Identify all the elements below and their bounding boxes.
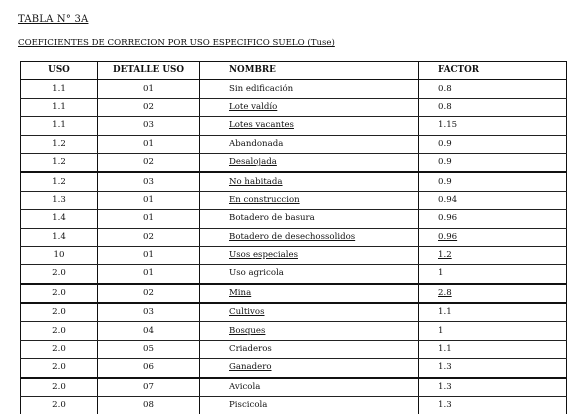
- cell-detalle: 07: [98, 378, 200, 397]
- cell-detalle: 01: [98, 265, 200, 284]
- cell-nombre: Piscicola: [200, 397, 419, 415]
- cell-factor: 1.3: [419, 378, 567, 397]
- table-row: [21, 265, 567, 284]
- cell-nombre: Abandonada: [200, 135, 419, 153]
- table-row: [21, 303, 567, 322]
- cell-detalle: 02: [98, 284, 200, 303]
- cell-uso: 2.0: [21, 397, 98, 415]
- cell-nombre: Avicola: [200, 378, 419, 397]
- cell-factor: 1.15: [419, 117, 567, 135]
- table-row: [21, 228, 567, 246]
- cell-nombre: Usos especiales: [200, 246, 419, 264]
- cell-uso: 2.0: [21, 303, 98, 322]
- cell-nombre: Mina: [200, 284, 419, 303]
- cell-factor: 1.1: [419, 303, 567, 322]
- table-row: [21, 153, 567, 172]
- table-row: [21, 322, 567, 340]
- cell-detalle: 01: [98, 80, 200, 98]
- cell-factor: 0.9: [419, 153, 567, 172]
- table-header: [21, 62, 567, 80]
- cell-factor: 1.1: [419, 340, 567, 358]
- cell-uso: 2.0: [21, 359, 98, 378]
- cell-factor: 0.8: [419, 98, 567, 116]
- cell-factor: 0.96: [419, 210, 567, 228]
- cell-nombre: Cultivos: [200, 303, 419, 322]
- table-row: [21, 284, 567, 303]
- cell-nombre: Sin edificación: [200, 80, 419, 98]
- cell-nombre: Uso agricola: [200, 265, 419, 284]
- table-subtitle: COEFICIENTES DE CORRECION POR USO ESPECIFICO SUELO (Tuse): [18, 38, 335, 48]
- cell-uso: 2.0: [21, 284, 98, 303]
- cell-uso: 2.0: [21, 378, 98, 397]
- table-row: [21, 117, 567, 135]
- cell-detalle: 05: [98, 340, 200, 358]
- cell-factor: 0.9: [419, 135, 567, 153]
- table-row: [21, 172, 567, 191]
- correction-factor-table: [20, 61, 567, 414]
- cell-uso: 1.2: [21, 153, 98, 172]
- cell-factor: 1: [419, 265, 567, 284]
- cell-uso: 2.0: [21, 340, 98, 358]
- cell-factor: 1.3: [419, 397, 567, 415]
- cell-detalle: 01: [98, 191, 200, 209]
- cell-uso: 10: [21, 246, 98, 264]
- cell-detalle: 02: [98, 153, 200, 172]
- cell-detalle: 03: [98, 172, 200, 191]
- cell-nombre: No habitada: [200, 172, 419, 191]
- cell-nombre: Criaderos: [200, 340, 419, 358]
- cell-uso: 1.4: [21, 228, 98, 246]
- cell-nombre: Botadero de basura: [200, 210, 419, 228]
- header-row: [21, 62, 567, 80]
- cell-nombre: Bosques: [200, 322, 419, 340]
- table-body: [21, 80, 567, 415]
- cell-uso: 1.1: [21, 117, 98, 135]
- cell-uso: 2.0: [21, 322, 98, 340]
- cell-nombre: Desalojada: [200, 153, 419, 172]
- header-nombre: NOMBRE: [200, 62, 419, 80]
- table-row: [21, 80, 567, 98]
- cell-detalle: 06: [98, 359, 200, 378]
- table-row: [21, 359, 567, 378]
- cell-detalle: 03: [98, 303, 200, 322]
- cell-factor: 1.2: [419, 246, 567, 264]
- table-row: [21, 397, 567, 415]
- cell-detalle: 04: [98, 322, 200, 340]
- cell-uso: 1.2: [21, 135, 98, 153]
- cell-nombre: Lotes vacantes: [200, 117, 419, 135]
- cell-factor: 1.3: [419, 359, 567, 378]
- cell-nombre: Botadero de desechossolidos: [200, 228, 419, 246]
- cell-uso: 1.1: [21, 98, 98, 116]
- cell-factor: 0.96: [419, 228, 567, 246]
- table-row: [21, 98, 567, 116]
- cell-uso: 1.2: [21, 172, 98, 191]
- table-row: [21, 135, 567, 153]
- cell-detalle: 08: [98, 397, 200, 415]
- cell-factor: 2.8: [419, 284, 567, 303]
- header-factor: FACTOR: [419, 62, 567, 80]
- cell-uso: 1.3: [21, 191, 98, 209]
- table-row: [21, 378, 567, 397]
- table-row: [21, 340, 567, 358]
- cell-factor: 0.9: [419, 172, 567, 191]
- table-row: [21, 246, 567, 264]
- header-detalle-uso: DETALLE USO: [98, 62, 200, 80]
- cell-nombre: En construccion: [200, 191, 419, 209]
- table-title: TABLA N° 3A: [18, 14, 89, 25]
- cell-detalle: 02: [98, 228, 200, 246]
- cell-uso: 1.4: [21, 210, 98, 228]
- cell-factor: 0.8: [419, 80, 567, 98]
- cell-detalle: 03: [98, 117, 200, 135]
- table-row: [21, 191, 567, 209]
- cell-factor: 1: [419, 322, 567, 340]
- cell-detalle: 01: [98, 246, 200, 264]
- cell-detalle: 01: [98, 210, 200, 228]
- cell-uso: 2.0: [21, 265, 98, 284]
- table-row: [21, 210, 567, 228]
- header-uso: USO: [21, 62, 98, 80]
- cell-factor: 0.94: [419, 191, 567, 209]
- cell-uso: 1.1: [21, 80, 98, 98]
- cell-nombre: Ganadero: [200, 359, 419, 378]
- cell-detalle: 01: [98, 135, 200, 153]
- cell-detalle: 02: [98, 98, 200, 116]
- cell-nombre: Lote valdío: [200, 98, 419, 116]
